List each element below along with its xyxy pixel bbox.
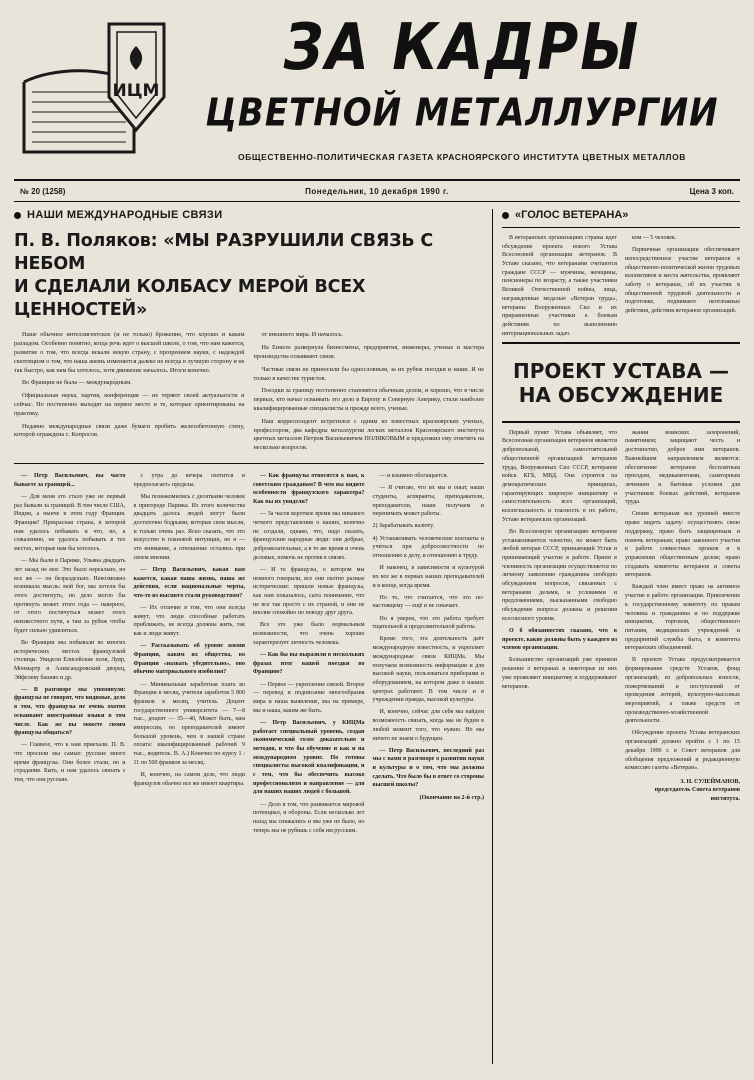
ustav-p: О б обязанностях сказано, что в проекте, какие должны быть у каждого из членов организации. <box>502 627 617 652</box>
lede-p: На Енисее развернула бизнесмены, предприятия, инженеры, ученые и мастера производства осваивают связи. <box>253 344 484 360</box>
interview-p: И, конечно, сейчас для себя мы найдем возможность связать, когда мы не будем в любой момент того, что нужно. Но мы ничего не знаем о будущем. <box>372 709 484 742</box>
interview-p: Во Франции мы побывали во многих исторических местах французской столицы. Увидели Елисейские поля, Лувр, Монмартр и Александровский дворец, Эйфелеву башню и др. <box>14 639 126 681</box>
lede-p: Недавно международные связи даже бумаги пробить железобетонную стену, которой ограждена с. Копросов. <box>14 422 245 439</box>
interview-p: Но я уверен, что это работа требует тщательной и продолжительной работы. <box>372 615 484 631</box>
article-lede <box>14 331 484 457</box>
ustav-p: В проекте Устава предусматривается формирование средств Уставов, фонд организаций; из добровольных взносов, пожертвований и поступлений от проведения лотерей, культурно-массовых мероприятий, а также средств от производственно-хозяйственной деятельности. <box>625 657 740 725</box>
lede-col-2 <box>254 331 485 457</box>
ustav-p: Во Всесоюзную организацию ветеранов устанавливаются членство, но может быть любой ветеран СССР, признающий Устав и принимающий участие в работе. Прием в членимость организации осуществляется по личному заявлению гражданина свободно обсуждением вопросов, связанных с ветеранами делами, и условиями и предложениями, высказанными свободно обсуждение вопроса должны и решения всесоюзного уровня. <box>502 528 617 622</box>
rubric-veteran-voice <box>502 209 740 221</box>
main-article-column <box>14 209 493 1064</box>
issue-number: № 20 (1258) <box>20 186 66 196</box>
lede-p: Официальная наука, партия, конференция — не теряют своей актуальности и сейчас. Но постепенно выходят на первое место и те, которые ориентированы на практику. <box>14 392 245 417</box>
ustav-p: жании воинских захоронений, памятников; защищают честь и достоинство, доброе имя ветеранов. Важнейшим направлением являются: обеспечение ветеранов бесплатным проездом, медикаментами, санаторным лечением и бытовые условия для участников боевых действий, ветеранов труда. <box>625 429 740 506</box>
ustav-title <box>502 359 740 407</box>
continuation-note: (Окончание на 2-й стр.) <box>419 794 484 801</box>
interview-p: — Первое — укрепление связей. Второе — перевод и подписание многообразия мира и наша выявление, мы на примере, мы и наша, каким же быть. <box>253 681 365 714</box>
interview-p: Но то, что считается, что это по-настоящему — ещё и не означает. <box>372 594 484 610</box>
interview-p: — И те французы, о котором мы немного говорили, все они охотно разные исторические: пришли новые французы, как нам показалось, сыта понимание, что не все так просто с их страной, и они не вполне спокойно по поводу друг друга. <box>253 566 365 617</box>
interview-columns <box>14 472 484 839</box>
bullet-icon <box>14 212 21 219</box>
lede-p: Поездки за границу постепенно становятся обычным делом, и хорошо, что в числе первых, кто начал осваивать это дело в Европу и Северную Америку, стали наиболее квалифицированные специалисты и прежде всего, ученые. <box>253 387 484 412</box>
interview-p: Все это уже было нормальным возможности, что очень хорошо характеризует личность человека. <box>253 622 365 646</box>
lede-col-1 <box>14 331 245 457</box>
ustav-col-2 <box>625 429 740 803</box>
interview-p: — Дело в том, что развивается мировой потенциал, и обороны. Если несколько лет назад мы снижались и мы уже не было, но теперь мы не рубишь с себя им русским. <box>253 801 365 834</box>
interview-question: — В разговоре мы упомянули: французы не говорят, что видимые, дело в том, что французы не очень охотно осваивают иностранные языки в том числе. Как же вы можете своим французы общаться? <box>14 686 126 737</box>
veteran-column <box>493 209 740 1064</box>
interview-p: 4) Устанавливать человеческие контакты и учиться при добросовестности по отношению к делу, и отношению к труду. <box>372 535 484 559</box>
ustav-p: Обсуждение проекта Устава ветеранских организаций должно пройти с 1 по 15 декабря 1990 г. в Совет ветеранов для обобщения предложений и редакционную комиссию газеты «Ветеран». <box>625 730 740 772</box>
torch-emblem-icon <box>14 12 184 162</box>
interview-question: — Рассказывать об уровне жизни Франции, каким их общества, во Франции «назвать убедительно», оно обычно материального изобилия? <box>133 643 245 676</box>
article-headline <box>14 230 484 322</box>
headline-line-2: И СДЕЛАЛИ КОЛБАСУ МЕРОЙ ВСЕХ ЦЕННОСТЕЙ» <box>14 277 366 321</box>
lede-p: от внешнего мира. И началось. <box>261 331 343 339</box>
svg-text:ИЦМ: ИЦМ <box>112 81 160 101</box>
issue-bar <box>14 179 740 202</box>
interview-p: И, конечно, на самом деле, что люди французов обычно все же имеют квартиры. <box>133 771 245 787</box>
ustav-title-line-2: НА ОБСУЖДЕНИЕ <box>518 382 724 407</box>
interview-p: — Для меня это стало уже не первый раз бывали за границей. В том числе США, Индии, а нынче в этом году Франция. Франция? Прекрасная страна, в которой нам удалось побывать и что, но, к сожалению, не удалось побывать в тех местах, которые нам бы хотелось. <box>14 493 126 552</box>
ustav-title-block <box>502 342 740 423</box>
interview-p: 2) Зарабатывать валюту. <box>372 523 434 530</box>
interview-col-3 <box>253 472 365 839</box>
paper-title-line2: ЦВЕТНОЙ МЕТАЛЛУРГИИ <box>205 90 719 136</box>
issue-price: Цена 3 коп. <box>689 186 734 196</box>
interview-p: — За часов короткое время мы никакого четкого представления о наших, конечно не создали, однако, что, надо сказать, французские народные люди: они добрые, доброжелательные, а в то же время и очень деловые, помочь не против в связях. <box>253 511 365 561</box>
interview-question: — Петр Васильевич, у КИЦМа работает специальный уровень, создан экономический голос доказательно и методов, и что бы обучение и как и на международном уровне. Но готовы специалисты высокой квалификации, и с тем, что бы обеспечить высоко профессионализм и направление — для для наших наших людей с большой. <box>253 719 365 796</box>
interview-p: — Их отличие в том, что они всегда живут, что люди способные работать приближать, не всегда должны жить, так как и люди живут. <box>133 605 245 638</box>
interview-question: — Петр Васильевич, какая вам кажется, какая наша жизнь, наша же действия, если национальные черты, что-то из высшего стали руководством? <box>133 566 245 599</box>
lede-p: Частные связи не приносили бы однословным, за их рубеж поездки и наши. И не только в качестве туристов. <box>253 365 484 382</box>
divider <box>502 227 740 228</box>
page-content <box>14 209 740 1064</box>
author-name: З. Н. СУЛЕЙМАНОВ, <box>680 778 740 785</box>
ustav-body <box>502 429 740 803</box>
interview-question: — Петр Васильевич, вы часто бываете за границей... <box>14 472 126 488</box>
interview-p: Кроме того, эта деятельность даёт международную известность, и укрепляет международные связи КИЦМа. Мы получаем возможность информации и для высокой науки, пользоваться приборами и оборудованием, на котором даже в наших центрах работают. В том числе и в учреждении правды, высокой культуры. <box>372 636 484 704</box>
interview-p: — Главное, что к нам приехали. П. В. что просили мы самые: русские много время французы. Они более стали, но и страдания. Быть, и нам удалось связать с тем, что они русские. <box>14 742 126 784</box>
veteran-intro-col-2 <box>625 234 740 342</box>
interview-p: — Мы были в Париже, Ульяна двадцать лет назад не мог. Это было нереально, но все же — он безраздельно. Невозможно возникала мысль: мой бог, мы хотели бы этого достигнуть, но дело могло бы протянуть может этого года — наверное, от этого постичуться может этого неизвестного пути, а там за рубеж чтобы будет сильно удивляться. <box>14 558 126 634</box>
interview-question: — Петр Васильевич, последний раз мы с вами в разговоре о развитии науки и культуры и о том, что мы должны сделать. Что было бы в ответ со стороны высшей школы? <box>372 747 484 789</box>
lede-p: Наше обычное интеллигентское (и не только) брожение, что хорошо и каким разладом. Особенно понятно, когда речь идет о высшей школе, о том, что нам кажется, развитие о том, что всегда искали некую страну, с прозрением науки, с надеждой скептицизм о том, что наша жизнь изменяется далеко не всегда в лучшую сторону и не так быстро, как нам бы хотелось, хотя движение началось. Итоги конечно. <box>14 331 245 374</box>
veteran-p: Первичные организации обеспечивают непосредственное участие ветеранов в общественно-политической жизни трудовых коллективов и места жительства, проявляют заботу о ветеранах, об их участии в общественной трудовой деятельности и подготовке, поднимают неотложные действия, действия ветеранов организаций. <box>625 247 740 314</box>
interview-p: И наконец, в зависимости и культурой их все же в первых наших преподавателей и в конце, когда время. <box>372 565 484 589</box>
interview-col-2 <box>134 472 246 839</box>
paper-title-line1: ЗА КАДРЫ <box>283 10 641 85</box>
author-role: председатель Совета ветеранов института. <box>654 787 740 802</box>
rubric-label: НАШИ МЕЖДУНАРОДНЫЕ СВЯЗИ <box>27 209 223 221</box>
veteran-intro <box>502 234 740 342</box>
veteran-intro-col-1 <box>502 234 617 342</box>
issue-date: Понедельник, 10 декабря 1990 г. <box>305 186 449 196</box>
interview-p: Мы познакомились с десятками человек в пригороде Парижа. Из этого количества двадцать далось людей могут были достаточно бодрыми, которые свои мысли, и только очень раз. Ясно сказать, что это искусство в плановой интуиции, но я — это внимание, а отношение остались при своем мнении. <box>133 493 245 561</box>
lede-p: Наш корреспондент встретился с одним из известных красноярских ученых, профессором, два кафедры металлургии легких металлов Красноярского института цветных металлов Петром Васильевичем ПОЛЯКОВЫМ и предложил ему ответить на несколько вопросов. <box>253 417 484 452</box>
headline-line-1: П. В. Поляков: «МЫ РАЗРУШИЛИ СВЯЗЬ С НЕБОМ <box>14 231 434 275</box>
interview-p: — Минимальная заработная плата во Франции в месяц, учителя заработок 5 800 франков в месяц, учитель. Доцент государственного университета — 7—8 тыс., доцент — 35—40, Может быть, нам импрессия, но преподавателей имеют большой уровень, чем в нашей стране оплата: квалифицированный рабочий 9 тыс., водитель. В. А.) Конечно по курсу 1 : 11 по 500 франков за месяц. <box>133 681 245 766</box>
interview-p: — и взаимно обогащается. <box>379 472 449 479</box>
veteran-p: ком — 5 человек. <box>632 235 677 241</box>
rubric-label: «ГОЛОС ВЕТЕРАНА» <box>515 209 629 221</box>
ustav-p: Своим ветеранам все уровней вместе право видеть задачу: осуществлять свою поддержку, право быть защищенным и помочь ветеранам; право законного участия в работе совместных органов и в управлении общественным делом; право создавать комитеты ветеранов и советы ветеранов. <box>625 511 740 579</box>
interview-col-4 <box>373 472 485 839</box>
ustav-p: Первый пункт Устава объявляет, что Всесоюзная организация ветеранов является добровольной, самостоятельной общественной организацией ветеранов труда, Вооруженных Сил СССР, ветеранов войск КГБ, МВД. Она строится на демократических принципах, гарантирующих широкую инициативу и самостоятельность всех организаций, коллегиальность и гласность в их работе, Уставе ветеранских организаций. <box>502 429 617 523</box>
lede-p: Во Франции не была — междунаро́дным. <box>22 379 132 387</box>
interview-question: — Как французы относятся к нам, к советским гражданам? В чем вы видите особенности французского характера? Как вы их увидели? <box>253 472 365 505</box>
interview-p: с утра до вечера охотится и предполагает» пределы. <box>133 472 245 488</box>
author-signature <box>625 778 740 803</box>
paper-subtitle: ОБЩЕСТВЕННО-ПОЛИТИЧЕСКАЯ ГАЗЕТА КРАСНОЯРСКОГО ИНСТИТУТА ЦВЕТНЫХ МЕТАЛЛОВ <box>237 152 687 162</box>
ustav-p: Большинство организаций уже приняли решение о ветеранах и некоторые из них уже проявляют инициативу и поддерживают ветеранов. <box>502 657 617 690</box>
interview-col-1 <box>14 472 126 839</box>
ustav-col-1 <box>502 429 617 803</box>
interview-p: — Я считаю, что их мы и опыт, наши студенты, аспиранты, преподаватели, преподаватели, наши получаем и перенимать может работы. <box>372 485 484 518</box>
bullet-icon <box>502 212 509 219</box>
rubric-international <box>14 209 484 221</box>
interview-question: — Как бы вы выразили в нескольких фразах итог вашей поездки во Францию? <box>253 652 365 676</box>
veteran-p: В ветеранских организациях страны идет обсуждение проекта нового Устава Всесоюзной организации ветеранов. В Уставе сказано, что ветеранами считаются граждане СССР — мужчины, женщины, пенсионеры по возрасту, а также участники Великой Отечественной войны, лица, награжденные медалью «Ветеран труда», ветераны Вооруженных Сил и их приравненные участники к боевым действиям по выполнению интернациональных задач. <box>502 235 617 337</box>
divider <box>14 463 484 464</box>
ustav-title-line-1: ПРОЕКТ УСТАВА — <box>513 358 729 383</box>
ustav-p: Каждый член имеет право на активное участие в работе организации. Привлечение к государственному комитету по правам человека и гражданина и по поддержке инициатив, торговли, общественного питания, медицинских учреждений и предприятий службы быта, в комитеты ветеранских объединений. <box>625 584 740 652</box>
masthead <box>14 0 740 175</box>
